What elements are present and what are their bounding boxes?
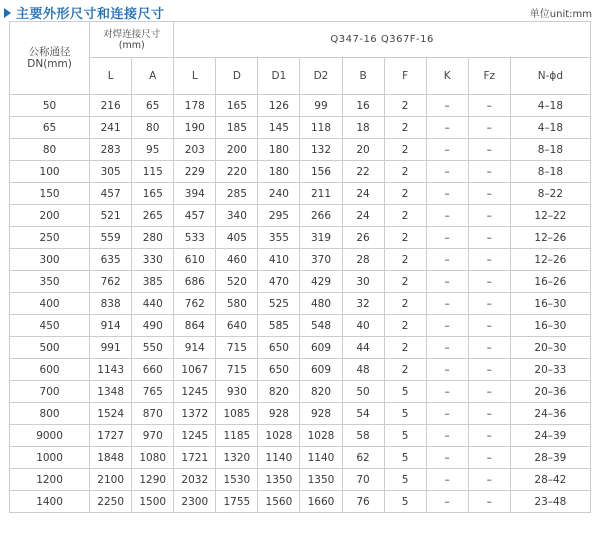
dn-header-line: DN(mm): [27, 58, 72, 70]
table-row: [10, 183, 591, 205]
table-cell: 180: [258, 161, 300, 183]
dn-cell: 700: [10, 381, 90, 403]
table-row: [10, 491, 591, 513]
table-cell: 2250: [90, 491, 132, 513]
table-cell: 32: [342, 293, 384, 315]
table-cell: 16–30: [510, 293, 590, 315]
table-cell: 5: [384, 447, 426, 469]
table-cell: 457: [174, 205, 216, 227]
section-title: 主要外形尺寸和连接尺寸: [16, 7, 165, 22]
table-cell: 28: [342, 249, 384, 271]
table-cell: 95: [132, 139, 174, 161]
table-cell: 1660: [300, 491, 342, 513]
col-header: F: [384, 58, 426, 95]
table-cell: 190: [174, 117, 216, 139]
table-cell: 24–39: [510, 425, 590, 447]
table-cell: 1727: [90, 425, 132, 447]
table-cell: –: [468, 469, 510, 491]
table-cell: 394: [174, 183, 216, 205]
table-cell: 1028: [258, 425, 300, 447]
table-cell: 2: [384, 227, 426, 249]
table-cell: –: [426, 95, 468, 117]
table-cell: 2: [384, 139, 426, 161]
table-cell: –: [426, 161, 468, 183]
table-cell: 118: [300, 117, 342, 139]
table-cell: 178: [174, 95, 216, 117]
table-cell: 4–18: [510, 117, 590, 139]
dn-cell: 450: [10, 315, 90, 337]
table-cell: 410: [258, 249, 300, 271]
table-cell: –: [468, 425, 510, 447]
table-cell: 1350: [258, 469, 300, 491]
table-cell: 220: [216, 161, 258, 183]
table-cell: –: [468, 337, 510, 359]
table-cell: 1721: [174, 447, 216, 469]
butt-weld-header: [90, 22, 174, 58]
table-cell: –: [426, 205, 468, 227]
table-cell: 405: [216, 227, 258, 249]
col-header: B: [342, 58, 384, 95]
table-cell: 44: [342, 337, 384, 359]
table-cell: 970: [132, 425, 174, 447]
table-cell: 280: [132, 227, 174, 249]
table-cell: 2: [384, 337, 426, 359]
table-cell: –: [426, 447, 468, 469]
col-header: N-ϕd: [510, 58, 590, 95]
table-cell: –: [426, 403, 468, 425]
butt-weld-header-line: (mm): [118, 39, 145, 51]
dn-cell: 65: [10, 117, 90, 139]
dn-cell: 100: [10, 161, 90, 183]
table-cell: 20–33: [510, 359, 590, 381]
table-cell: –: [468, 491, 510, 513]
table-row: [10, 381, 591, 403]
table-cell: –: [468, 293, 510, 315]
table-cell: 58: [342, 425, 384, 447]
table-row: [10, 117, 591, 139]
table-cell: –: [468, 271, 510, 293]
table-cell: 585: [258, 315, 300, 337]
table-cell: –: [468, 139, 510, 161]
table-cell: 480: [300, 293, 342, 315]
table-cell: –: [468, 315, 510, 337]
table-cell: 1350: [300, 469, 342, 491]
table-cell: 8–18: [510, 161, 590, 183]
table-cell: 5: [384, 425, 426, 447]
table-cell: –: [468, 205, 510, 227]
table-cell: 640: [216, 315, 258, 337]
table-cell: 609: [300, 337, 342, 359]
table-cell: 126: [258, 95, 300, 117]
header: [0, 0, 600, 22]
table-row: [10, 337, 591, 359]
dn-cell: 9000: [10, 425, 90, 447]
table-cell: 470: [258, 271, 300, 293]
table-cell: 429: [300, 271, 342, 293]
table-cell: 265: [132, 205, 174, 227]
table-cell: 864: [174, 315, 216, 337]
table-cell: –: [426, 227, 468, 249]
table-cell: 241: [90, 117, 132, 139]
table-cell: 145: [258, 117, 300, 139]
table-cell: 22: [342, 161, 384, 183]
table-cell: 40: [342, 315, 384, 337]
table-cell: 16: [342, 95, 384, 117]
table-cell: 460: [216, 249, 258, 271]
table-cell: 283: [90, 139, 132, 161]
table-cell: –: [426, 425, 468, 447]
table-cell: 838: [90, 293, 132, 315]
table-cell: 457: [90, 183, 132, 205]
table-cell: –: [468, 403, 510, 425]
table-cell: 762: [90, 271, 132, 293]
table-cell: 870: [132, 403, 174, 425]
table-cell: 5: [384, 469, 426, 491]
table-cell: 2: [384, 271, 426, 293]
table-cell: 24: [342, 183, 384, 205]
table-cell: 385: [132, 271, 174, 293]
table-cell: 1143: [90, 359, 132, 381]
table-cell: 16–30: [510, 315, 590, 337]
dn-cell: 150: [10, 183, 90, 205]
col-header: D1: [258, 58, 300, 95]
table-row: [10, 447, 591, 469]
table-cell: 62: [342, 447, 384, 469]
table-cell: 285: [216, 183, 258, 205]
table-cell: 525: [258, 293, 300, 315]
table-cell: –: [426, 381, 468, 403]
table-cell: 610: [174, 249, 216, 271]
dn-cell: 300: [10, 249, 90, 271]
unit-label: 单位unit:mm: [529, 9, 592, 20]
col-header: D: [216, 58, 258, 95]
col-header: A: [132, 58, 174, 95]
table-cell: 355: [258, 227, 300, 249]
table-cell: 2: [384, 359, 426, 381]
table-cell: 115: [132, 161, 174, 183]
dimension-table: [9, 21, 591, 513]
table-row: [10, 227, 591, 249]
table-cell: 76: [342, 491, 384, 513]
table-cell: 1524: [90, 403, 132, 425]
table-cell: 1560: [258, 491, 300, 513]
table-cell: 2: [384, 95, 426, 117]
table-cell: 765: [132, 381, 174, 403]
table-cell: –: [426, 271, 468, 293]
table-cell: 928: [258, 403, 300, 425]
header-row-1: [10, 22, 591, 58]
table-cell: 305: [90, 161, 132, 183]
table-cell: 340: [216, 205, 258, 227]
table-cell: 2: [384, 205, 426, 227]
table-cell: 914: [90, 315, 132, 337]
table-row: [10, 359, 591, 381]
table-cell: 533: [174, 227, 216, 249]
table-cell: –: [426, 337, 468, 359]
table-cell: 20–36: [510, 381, 590, 403]
table-cell: –: [426, 183, 468, 205]
table-cell: 2: [384, 117, 426, 139]
table-cell: 8–22: [510, 183, 590, 205]
table-cell: –: [426, 293, 468, 315]
table-cell: –: [426, 359, 468, 381]
table-cell: 185: [216, 117, 258, 139]
table-cell: 1290: [132, 469, 174, 491]
table-row: [10, 95, 591, 117]
table-cell: 1245: [174, 381, 216, 403]
col-header: L: [174, 58, 216, 95]
table-cell: 48: [342, 359, 384, 381]
table-cell: 820: [258, 381, 300, 403]
table-cell: 1028: [300, 425, 342, 447]
table-cell: 132: [300, 139, 342, 161]
table-cell: 2100: [90, 469, 132, 491]
dn-cell: 80: [10, 139, 90, 161]
table-row: [10, 205, 591, 227]
table-cell: –: [468, 447, 510, 469]
table-cell: 5: [384, 491, 426, 513]
table-cell: 550: [132, 337, 174, 359]
dn-cell: 50: [10, 95, 90, 117]
table-cell: 548: [300, 315, 342, 337]
table-cell: 28–39: [510, 447, 590, 469]
table-cell: 1500: [132, 491, 174, 513]
table-cell: 211: [300, 183, 342, 205]
table-cell: 762: [174, 293, 216, 315]
table-cell: 8–18: [510, 139, 590, 161]
table-cell: 20–30: [510, 337, 590, 359]
table-cell: –: [426, 249, 468, 271]
dn-cell: 400: [10, 293, 90, 315]
model-header: Q347-16 Q367F-16: [174, 22, 591, 58]
table-row: [10, 139, 591, 161]
table-cell: 1372: [174, 403, 216, 425]
table-row: [10, 271, 591, 293]
table-cell: 1245: [174, 425, 216, 447]
table-cell: 1067: [174, 359, 216, 381]
table-cell: 991: [90, 337, 132, 359]
dn-cell: 250: [10, 227, 90, 249]
table-cell: 2: [384, 183, 426, 205]
table-cell: 650: [258, 359, 300, 381]
table-cell: 319: [300, 227, 342, 249]
table-cell: –: [426, 469, 468, 491]
table-cell: 165: [132, 183, 174, 205]
dn-cell: 350: [10, 271, 90, 293]
table-cell: –: [426, 315, 468, 337]
table-cell: 24–36: [510, 403, 590, 425]
dn-cell: 1400: [10, 491, 90, 513]
table-cell: 1185: [216, 425, 258, 447]
table-cell: 26: [342, 227, 384, 249]
table-cell: 165: [216, 95, 258, 117]
table-cell: 65: [132, 95, 174, 117]
table-row: [10, 315, 591, 337]
table-cell: 686: [174, 271, 216, 293]
table-cell: 490: [132, 315, 174, 337]
butt-weld-header-line: 对焊连接尺寸: [103, 28, 161, 40]
table-cell: 2: [384, 293, 426, 315]
table-cell: 930: [216, 381, 258, 403]
table-cell: 20: [342, 139, 384, 161]
table-cell: 2: [384, 161, 426, 183]
table-cell: 1080: [132, 447, 174, 469]
table-cell: 23–48: [510, 491, 590, 513]
table-cell: 440: [132, 293, 174, 315]
col-header: Fz: [468, 58, 510, 95]
dn-cell: 800: [10, 403, 90, 425]
table-cell: 24: [342, 205, 384, 227]
table-cell: 295: [258, 205, 300, 227]
table-cell: 928: [300, 403, 342, 425]
table-cell: 12–26: [510, 249, 590, 271]
table-cell: 16–26: [510, 271, 590, 293]
table-cell: 266: [300, 205, 342, 227]
header-row-2: [10, 58, 591, 95]
table-cell: –: [468, 227, 510, 249]
table-row: [10, 249, 591, 271]
table-row: [10, 469, 591, 491]
table-cell: 99: [300, 95, 342, 117]
col-header: D2: [300, 58, 342, 95]
table-cell: 28–42: [510, 469, 590, 491]
triangle-arrow-icon: [4, 8, 11, 18]
table-cell: 2300: [174, 491, 216, 513]
table-cell: 650: [258, 337, 300, 359]
col-header: L: [90, 58, 132, 95]
dn-cell: 1000: [10, 447, 90, 469]
dn-cell: 200: [10, 205, 90, 227]
table-cell: 1085: [216, 403, 258, 425]
table-cell: 12–26: [510, 227, 590, 249]
table-cell: 1140: [258, 447, 300, 469]
table-cell: 914: [174, 337, 216, 359]
table-cell: 12–22: [510, 205, 590, 227]
table-cell: 216: [90, 95, 132, 117]
table-cell: 635: [90, 249, 132, 271]
table-cell: 80: [132, 117, 174, 139]
table-cell: 5: [384, 403, 426, 425]
table-cell: 2: [384, 249, 426, 271]
table-cell: 330: [132, 249, 174, 271]
dn-header: [10, 22, 90, 95]
table-cell: 18: [342, 117, 384, 139]
dn-cell: 600: [10, 359, 90, 381]
table-cell: –: [426, 491, 468, 513]
table-cell: 370: [300, 249, 342, 271]
table-cell: –: [468, 117, 510, 139]
title-wrap: [4, 3, 165, 22]
table-cell: 240: [258, 183, 300, 205]
table-cell: 5: [384, 381, 426, 403]
table-cell: 70: [342, 469, 384, 491]
table-cell: 1848: [90, 447, 132, 469]
table-cell: –: [468, 183, 510, 205]
table-cell: 180: [258, 139, 300, 161]
table-row: [10, 161, 591, 183]
table-cell: 54: [342, 403, 384, 425]
table-row: [10, 293, 591, 315]
table-cell: 203: [174, 139, 216, 161]
dn-cell: 500: [10, 337, 90, 359]
table-cell: 559: [90, 227, 132, 249]
table-cell: –: [468, 381, 510, 403]
table-cell: 715: [216, 337, 258, 359]
table-row: [10, 403, 591, 425]
table-cell: –: [426, 117, 468, 139]
table-cell: 2: [384, 315, 426, 337]
table-cell: –: [468, 95, 510, 117]
dn-header-line: 公称通径: [28, 46, 71, 58]
col-header: K: [426, 58, 468, 95]
table-cell: 1320: [216, 447, 258, 469]
table-cell: 1348: [90, 381, 132, 403]
table-cell: –: [426, 139, 468, 161]
table-cell: –: [468, 161, 510, 183]
table-cell: 229: [174, 161, 216, 183]
table-cell: 2032: [174, 469, 216, 491]
table-cell: –: [468, 359, 510, 381]
table-cell: 609: [300, 359, 342, 381]
table-cell: 820: [300, 381, 342, 403]
table-cell: 4–18: [510, 95, 590, 117]
table-cell: 521: [90, 205, 132, 227]
table-cell: 520: [216, 271, 258, 293]
dn-cell: 1200: [10, 469, 90, 491]
table-cell: –: [468, 249, 510, 271]
table-row: [10, 425, 591, 447]
table-cell: 1755: [216, 491, 258, 513]
table-cell: 1530: [216, 469, 258, 491]
table-cell: 660: [132, 359, 174, 381]
table-cell: 580: [216, 293, 258, 315]
table-cell: 30: [342, 271, 384, 293]
table-cell: 156: [300, 161, 342, 183]
table-body: [10, 95, 591, 513]
table-cell: 200: [216, 139, 258, 161]
table-cell: 50: [342, 381, 384, 403]
table-cell: 1140: [300, 447, 342, 469]
table-cell: 715: [216, 359, 258, 381]
